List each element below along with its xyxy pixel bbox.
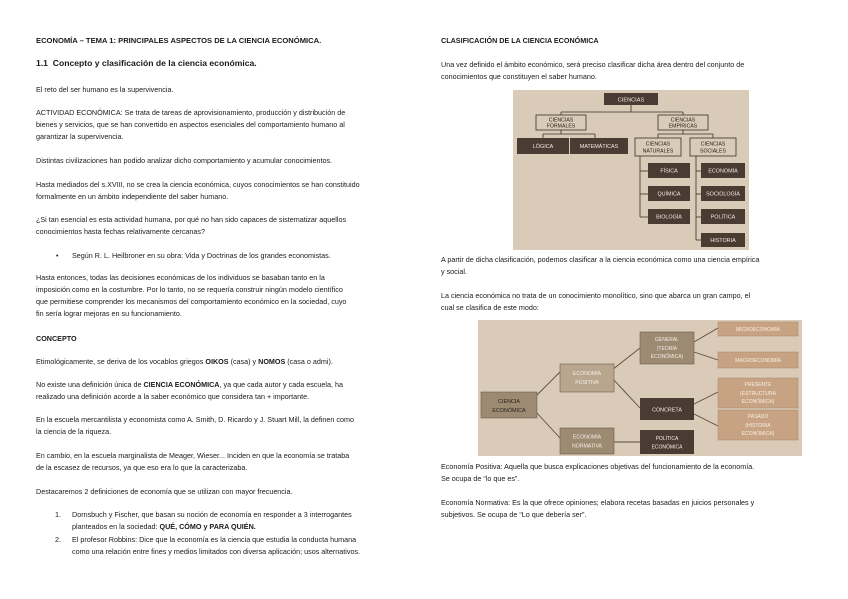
list-item-1-line2: planteados en la sociedad: QUÉ, CÓMO y PARA QUIÉN.	[72, 522, 256, 531]
node-ciencias-empiricas	[658, 115, 708, 130]
node-concreta	[640, 398, 694, 420]
paragraph-civilizaciones: Distintas civilizaciones han podido analizar dicho comportamiento y acumular conocimientos.	[36, 156, 333, 165]
svg-text:NORMATIVA: NORMATIVA	[571, 443, 603, 450]
svg-text:CIENCIAS: CIENCIAS	[548, 117, 574, 124]
svg-text:CIENCIAS: CIENCIAS	[700, 141, 726, 148]
paragraph-normativa-line2: subjetivos. Se ocupa de “Lo que debería ser”.	[441, 510, 587, 519]
paragraph-noexiste-line1: No existe una definición única de CIENCIA ECONÓMICA, ya que cada autor y cada escuela, ha	[36, 380, 343, 389]
node-pasado	[718, 410, 798, 440]
svg-text:(ESTRUCTURA: (ESTRUCTURA	[740, 391, 776, 397]
paragraph-reto: El reto del ser humano es la supervivencia.	[36, 85, 174, 94]
section-number: 1.1	[36, 58, 48, 68]
svg-text:MICROECONOMÍA: MICROECONOMÍA	[736, 327, 780, 333]
paragraph-question-line2: conocimientos hasta fechas relativamente cercanas?	[36, 227, 205, 236]
paragraph-nomonolitico-line2: cual se clasifica de este modo:	[441, 303, 539, 312]
paragraph-entonces-line4: fin sería lograr mejoras en su funcionamiento.	[36, 309, 182, 318]
node-quimica	[648, 186, 690, 201]
svg-text:QUÍMICA: QUÍMICA	[657, 191, 681, 198]
paragraph-destacaremos: Destacaremos 2 definiciones de economía que se utilizan con mayor frecuencia.	[36, 487, 293, 496]
svg-text:ECONOMÍA: ECONOMÍA	[708, 168, 738, 175]
svg-text:(HISTORIA: (HISTORIA	[745, 423, 771, 429]
svg-text:FORMALES: FORMALES	[546, 123, 576, 130]
node-logica	[517, 138, 569, 154]
node-microeconomia	[718, 322, 798, 336]
list-number-1: 1.	[55, 510, 61, 519]
sciences-classification-diagram	[513, 90, 749, 250]
paragraph-mercantilista-line2: la ciencia de la riqueza.	[36, 427, 112, 436]
node-matematicas	[570, 138, 628, 154]
node-ciencias-naturales	[635, 138, 681, 156]
node-macroeconomia	[718, 352, 798, 368]
list-item-1-line1: 1. Dornsbuch y Fischer, que basan su noción de economía en responder a 3 interrogantes	[55, 510, 352, 519]
clasificacion-heading: CLASIFICACIÓN DE LA CIENCIA ECONÓMICA	[441, 36, 599, 45]
paragraph-entonces-line2: imposición como en la costumbre. Por lo tanto, no se requería construir ningún modelo científico	[36, 285, 343, 294]
svg-text:EMPÍRICAS: EMPÍRICAS	[668, 123, 698, 130]
svg-text:CIENCIAS: CIENCIAS	[670, 117, 696, 124]
paragraph-actividad-line2: bienes y servicios, que se han convertido en aspectos esenciales del comportamiento humano al	[36, 120, 345, 129]
node-ciencia-economica	[481, 392, 537, 418]
svg-text:NATURALES: NATURALES	[642, 148, 674, 155]
section-title: Concepto y clasificación de la ciencia económica.	[52, 58, 257, 68]
list-item-2-line2: como una relación entre fines y medios limitados con diversa aplicación; usos alternativos.	[72, 547, 361, 556]
svg-text:SOCIOLOGÍA: SOCIOLOGÍA	[706, 191, 740, 198]
svg-text:MACROECONOMÍA: MACROECONOMÍA	[735, 358, 781, 364]
paragraph-actividad-line3: garantizar la supervivencia.	[36, 132, 124, 141]
svg-text:ECONÓMICA): ECONÓMICA)	[741, 399, 775, 405]
node-general	[640, 332, 694, 364]
node-ciencias	[604, 93, 658, 105]
paragraph-hasta-line2: formalmente en un ámbito independiente del saber humano.	[36, 192, 229, 201]
svg-text:SOCIALES: SOCIALES	[700, 148, 726, 155]
paragraph-apartir-line1: A partir de dicha clasificación, podemos clasificar a la ciencia económica como una ciencia empírica	[441, 255, 760, 264]
list-number-2: 2.	[55, 535, 61, 544]
svg-text:PASADO: PASADO	[747, 414, 769, 420]
node-fisica	[648, 163, 690, 178]
bullet-heilbroner: • Según R. L. Heilbroner en su obra: Vida y Doctrinas de los grandes economistas.	[72, 250, 331, 261]
node-sociologia	[701, 186, 745, 201]
paragraph-intro-line2: conocimientos que constituyen el saber humano.	[441, 72, 597, 81]
node-ciencias-formales	[536, 115, 586, 130]
paragraph-hasta-line1: Hasta mediados del s.XVIII, no se crea la ciencia económica, cuyos conocimientos se han constituido	[36, 180, 360, 189]
paragraph-positiva-line1: Economía Positiva: Aquella que busca explicaciones objetivas del funcionamiento de la economía.	[441, 462, 755, 471]
node-economia-normativa	[560, 428, 614, 454]
svg-text:HISTORIA: HISTORIA	[710, 238, 736, 244]
svg-text:MATEMÁTICAS: MATEMÁTICAS	[579, 144, 619, 150]
paragraph-entonces-line3: que permitiese comprender los mecanismos del comportamiento económico en la sociedad, cuyo	[36, 297, 347, 306]
svg-text:CIENCIAS: CIENCIAS	[645, 141, 671, 148]
node-biologia	[648, 209, 690, 224]
svg-text:(TEORÍA: (TEORÍA	[656, 346, 678, 352]
svg-text:GENERAL: GENERAL	[655, 337, 679, 343]
paragraph-apartir-line2: y social.	[441, 267, 467, 276]
svg-text:POSITIVA: POSITIVA	[575, 380, 599, 386]
paragraph-entonces-line1: Hasta entonces, todas las decisiones económicas de los individuos se basaban tanto en la	[36, 273, 325, 282]
paragraph-marginalista-line1: En cambio, en la escuela marginalista de Meager, Wieser... Inciden en que la economía se trataba	[36, 451, 350, 460]
node-politica-economica	[640, 430, 694, 454]
node-presente	[718, 378, 798, 408]
concepto-heading: CONCEPTO	[36, 334, 77, 343]
paragraph-intro-line1: Una vez definido el ámbito económico, será preciso clasificar dicha área dentro del conjunto de	[441, 60, 745, 69]
list-item-2-line1: 2. El profesor Robbins: Dice que la economía es la ciencia que estudia la conducta humana	[55, 535, 357, 544]
svg-text:LÓGICA: LÓGICA	[532, 144, 554, 150]
svg-text:ECONOMÍA: ECONOMÍA	[572, 434, 602, 441]
economic-science-diagram	[478, 320, 802, 456]
svg-text:POLÍTICA: POLÍTICA	[655, 436, 679, 442]
svg-text:CONCRETA: CONCRETA	[652, 407, 682, 414]
document-title: ECONOMÍA – TEMA 1: PRINCIPALES ASPECTOS DE LA CIENCIA ECONÓMICA.	[36, 36, 322, 45]
svg-text:ECONÓMICA: ECONÓMICA	[492, 408, 526, 414]
svg-text:POLÍTICA: POLÍTICA	[710, 214, 736, 221]
svg-text:FÍSICA: FÍSICA	[660, 168, 678, 175]
actividad-lead: ACTIVIDAD ECONÓMICA:	[36, 108, 123, 117]
svg-text:CIENCIAS: CIENCIAS	[617, 97, 645, 104]
paragraph-noexiste-line2: realizado una definición acorde a la saber económico que considera tan + importante.	[36, 392, 310, 401]
svg-text:BIOLOGÍA: BIOLOGÍA	[656, 214, 682, 221]
node-ciencias-sociales	[690, 138, 736, 156]
paragraph-nomonolitico-line1: La ciencia económica no trata de un conocimiento monolítico, sino que abarca un gran campo, el	[441, 291, 751, 300]
node-politica	[701, 209, 745, 224]
paragraph-normativa-line1: Economía Normativa: Es la que ofrece opiniones; elabora recetas basadas en juicios personales y	[441, 498, 755, 507]
svg-text:PRESENTE: PRESENTE	[744, 382, 772, 388]
paragraph-question-line1: ¿Si tan esencial es esta actividad humana, por qué no han sido capaces de sistematizar aquellos	[36, 215, 347, 224]
paragraph-marginalista-line2: de la escasez de recursos, ya que eso era lo que la caracterizaba.	[36, 463, 248, 472]
svg-text:ECONOMÍA: ECONOMÍA	[572, 371, 602, 377]
svg-text:CIENCIA: CIENCIA	[498, 399, 520, 405]
node-economia-positiva	[560, 364, 614, 392]
paragraph-mercantilista-line1: En la escuela mercantilista y economista como A. Smith, D. Ricardo y J. Stuart Mill, la definen como	[36, 415, 354, 424]
paragraph-positiva-line2: Se ocupa de “lo que es”.	[441, 474, 520, 483]
paragraph-etimologia: Etimológicamente, se deriva de los vocablos griegos OIKOS (casa) y NOMOS (casa o admi).	[36, 357, 333, 366]
svg-text:ECONÓMICA: ECONÓMICA	[651, 444, 683, 451]
svg-text:ECONÓMICA): ECONÓMICA)	[650, 354, 684, 360]
section-heading	[36, 58, 257, 69]
node-historia	[701, 233, 745, 247]
paragraph-actividad-line1: ACTIVIDAD ECONÓMICA: Se trata de tareas de aprovisionamiento, producción y distribución de	[36, 108, 346, 117]
node-economia	[701, 163, 745, 178]
svg-text:ECONÓMICA): ECONÓMICA)	[741, 431, 775, 437]
